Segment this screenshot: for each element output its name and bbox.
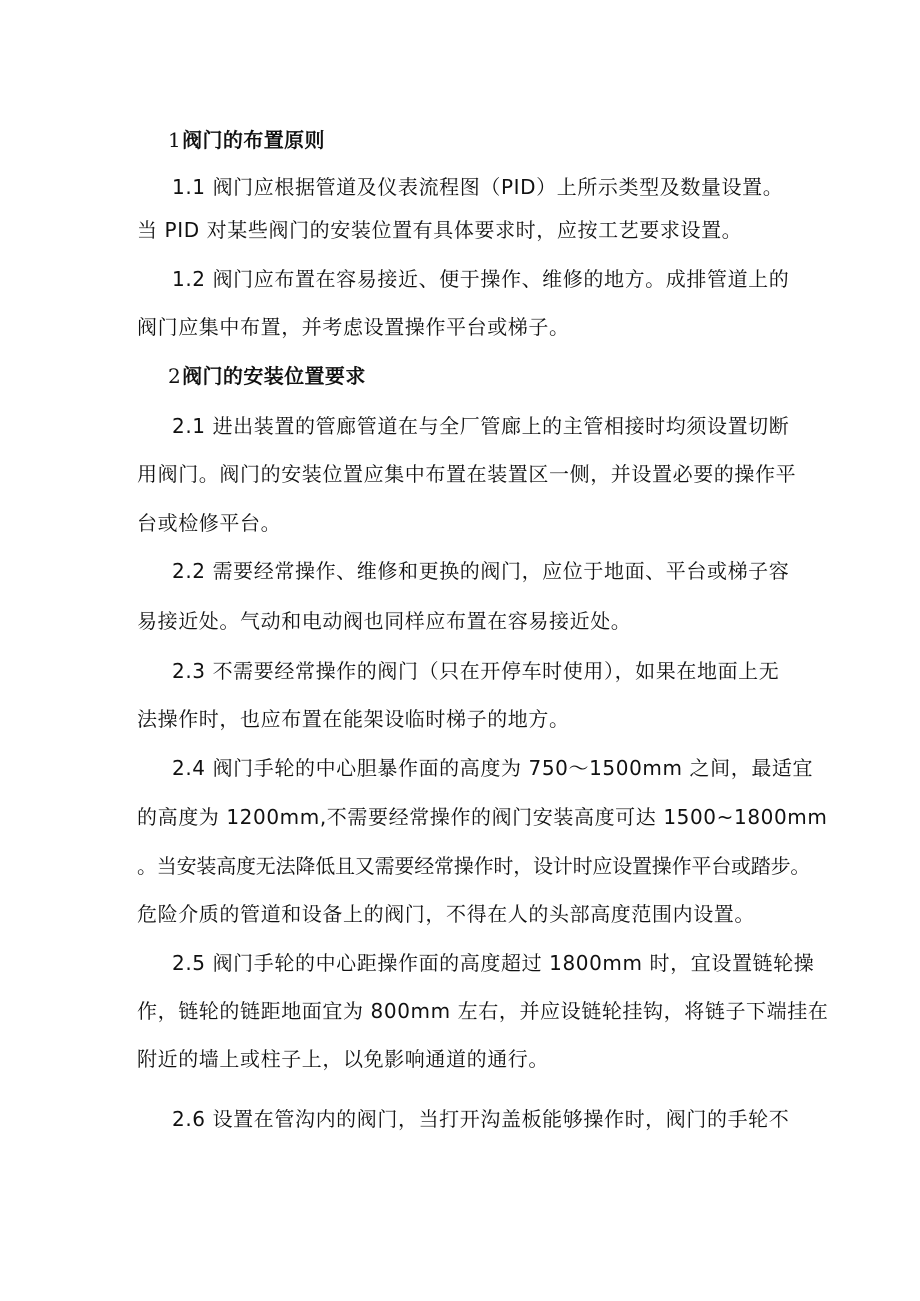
paragraph-2-1-line-2: 用阀门。阀门的安装位置应集中布置在装置区一侧，并设置必要的操作平 bbox=[137, 462, 797, 486]
paragraph-2-5-line-3: 附近的墙上或柱子上，以免影响通道的通行。 bbox=[137, 1047, 549, 1071]
section-1-title: 阀门的布置原则 bbox=[182, 128, 325, 152]
section-1-heading bbox=[168, 127, 818, 153]
paragraph-2-5-line-2: 作，链轮的链距地面宜为 800mm 左右，并应设链轮挂钩，将链子下端挂在 bbox=[137, 999, 829, 1023]
paragraph-1-1-line-1: 1.1 阀门应根据管道及仪表流程图（PID）上所示类型及数量设置。 bbox=[172, 175, 784, 199]
paragraph-2-2-line-1: 2.2 需要经常操作、维修和更换的阀门，应位于地面、平台或梯子容 bbox=[172, 559, 790, 583]
paragraph-1-1-line-2: 当 PID 对某些阀门的安装位置有具体要求时，应按工艺要求设置。 bbox=[137, 218, 743, 242]
paragraph-2-6-line-1: 2.6 设置在管沟内的阀门，当打开沟盖板能够操作时，阀门的手轮不 bbox=[172, 1107, 790, 1131]
section-1-number: 1 bbox=[168, 128, 182, 152]
paragraph-2-2-line-2: 易接近处。气动和电动阀也同样应布置在容易接近处。 bbox=[137, 609, 632, 633]
paragraph-1-2-line-2: 阀门应集中布置，并考虑设置操作平台或梯子。 bbox=[137, 315, 570, 339]
paragraph-2-1-line-1: 2.1 进出装置的管廊管道在与全厂管廊上的主管相接时均须设置切断 bbox=[172, 414, 790, 438]
paragraph-2-4-line-2: 的高度为 1200mm,不需要经常操作的阀门安装高度可达 1500~1800mm bbox=[137, 805, 828, 829]
paragraph-2-4-line-4: 危险介质的管道和设备上的阀门，不得在人的头部高度范围内设置。 bbox=[137, 902, 755, 926]
paragraph-2-5-line-1: 2.5 阀门手轮的中心距操作面的高度超过 1800mm 时，宜设置链轮操 bbox=[172, 951, 815, 975]
section-2-number: 2 bbox=[168, 364, 182, 388]
paragraph-2-1-line-3: 台或检修平台。 bbox=[137, 511, 282, 535]
section-2-heading bbox=[168, 363, 818, 389]
paragraph-1-2-line-1: 1.2 阀门应布置在容易接近、便于操作、维修的地方。成排管道上的 bbox=[172, 267, 790, 291]
paragraph-2-3-line-2: 法操作时，也应布置在能架设临时梯子的地方。 bbox=[137, 707, 570, 731]
paragraph-2-3-line-1: 2.3 不需要经常操作的阀门（只在开停车时使用），如果在地面上无 bbox=[172, 659, 780, 683]
section-2-title: 阀门的安装位置要求 bbox=[182, 364, 366, 388]
paragraph-2-4-line-3: 。当安装高度无法降低且又需要经常操作时，设计时应设置操作平台或踏步。 bbox=[137, 854, 811, 878]
paragraph-2-4-line-1: 2.4 阀门手轮的中心胆暴作面的高度为 750～1500mm 之间，最适宜 bbox=[172, 756, 814, 780]
